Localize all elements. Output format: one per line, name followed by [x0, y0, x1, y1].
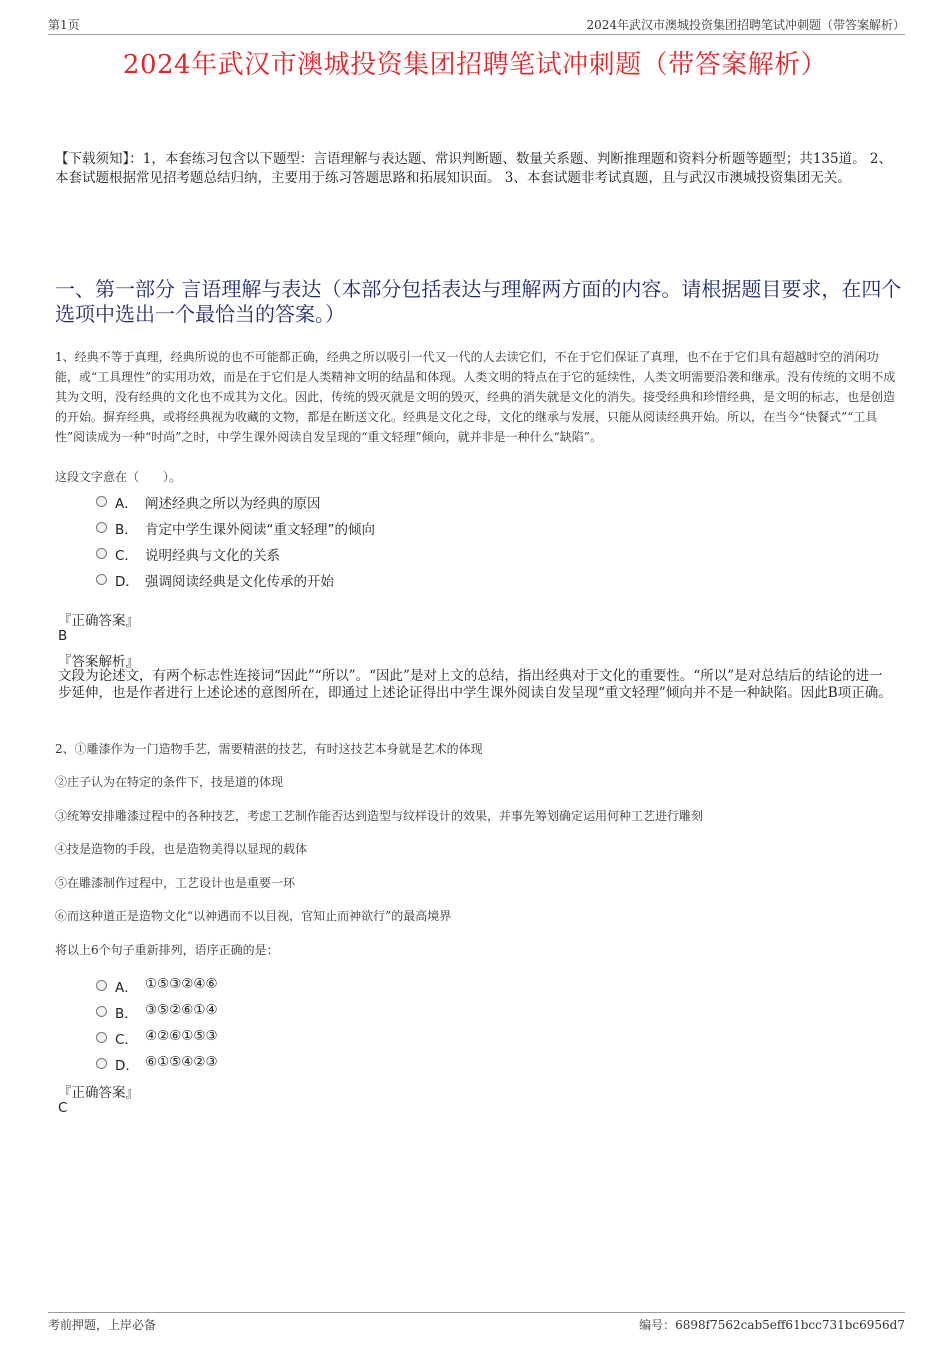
- radio-icon[interactable]: [96, 496, 107, 507]
- footer-slogan: 考前押题，上岸必备: [48, 1318, 157, 1332]
- q1-answer-label: 『正确答案』: [58, 613, 139, 629]
- q2-prompt: 将以上6个句子重新排列，语序正确的是：: [55, 943, 279, 957]
- footer-doc-id: 编号：6898f7562cab5eff61bcc731bc6956d7: [639, 1318, 905, 1332]
- option-text: 阐述经典之所以为经典的原因: [145, 496, 321, 512]
- q2-line-3: ③统筹安排雕漆过程中的各种技艺，考虑工艺制作能否达到造型与纹样设计的效果，并事先筹划确定运用何种工艺进行雕刻: [55, 809, 704, 823]
- radio-icon[interactable]: [96, 548, 107, 559]
- option-letter: A．: [115, 496, 138, 512]
- option-letter: D．: [115, 574, 139, 590]
- section-heading: 一、第一部分 言语理解与表达（本部分包括表达与理解两方面的内容。请根据题目要求，在四个选项中选出一个最恰当的答案。）: [55, 277, 902, 326]
- radio-icon[interactable]: [96, 574, 107, 585]
- option-letter: D．: [115, 1058, 139, 1074]
- q2-answer-label: 『正确答案』: [58, 1085, 139, 1101]
- q1-analysis: 文段为论述文，有两个标志性连接词“因此”“所以”。“因此”是对上文的总结，指出经典对于文化的重要性。“所以”是对总结后的结论的进一步延伸，也是作者进行上述论述的意图所在，即通过上述论证得出中学生课外阅读自发呈现“重文轻理”倾向并不是一种缺陷。因此B项正确。: [58, 668, 892, 701]
- q2-line-6: ⑥而这种道正是造物文化“以神遇而不以目视，官知止而神欲行”的最高境界: [55, 909, 452, 923]
- option-text: ①⑤③②④⑥: [145, 976, 218, 992]
- option-letter: B．: [115, 1006, 138, 1022]
- q2-line-2: ②庄子认为在特定的条件下，技是道的体现: [55, 775, 284, 789]
- q2-line-1: 2、①雕漆作为一门造物手艺，需要精湛的技艺，有时这技艺本身就是艺术的体现: [55, 742, 483, 756]
- option-letter: A．: [115, 980, 138, 996]
- radio-icon[interactable]: [96, 980, 107, 991]
- radio-icon[interactable]: [96, 1032, 107, 1043]
- download-notice: 【下载须知】：1，本套练习包含以下题型：言语理解与表达题、常识判断题、数量关系题、判断推理题和资料分析题等题型；共135道。 2、本套试题根据常见招考题总结归纳，主要用于练习答题思路和拓展知识面。 3、本套试题非考试真题，且与武汉市澳城投资集团无关。: [55, 151, 892, 186]
- q2-line-5: ⑤在雕漆制作过程中，工艺设计也是重要一环: [55, 876, 296, 890]
- option-text: 说明经典与文化的关系: [145, 548, 280, 564]
- q2-line-4: ④技是造物的手段，也是造物美得以显现的载体: [55, 842, 308, 856]
- header-doc-title: 2024年武汉市澳城投资集团招聘笔试冲刺题（带答案解析）: [586, 18, 905, 32]
- option-text: ③⑤②⑥①④: [145, 1002, 218, 1018]
- radio-icon[interactable]: [96, 1058, 107, 1069]
- option-text: 强调阅读经典是文化传承的开始: [145, 574, 334, 590]
- option-text: 肯定中学生课外阅读“重文轻理”的倾向: [145, 522, 375, 538]
- q2-answer: C: [58, 1100, 68, 1116]
- q1-prompt: 这段文字意在（ ）。: [55, 470, 182, 484]
- page-title: 2024年武汉市澳城投资集团招聘笔试冲刺题（带答案解析）: [122, 50, 828, 80]
- radio-icon[interactable]: [96, 522, 107, 533]
- page-header: [48, 14, 905, 35]
- radio-icon[interactable]: [96, 1006, 107, 1017]
- option-letter: C．: [115, 548, 138, 564]
- option-text: ⑥①⑤④②③: [145, 1054, 218, 1070]
- page-number: 第1页: [48, 18, 80, 32]
- option-letter: C．: [115, 1032, 138, 1048]
- option-letter: B．: [115, 522, 138, 538]
- page-footer: [48, 1312, 905, 1333]
- q1-answer: B: [58, 628, 68, 644]
- q1-stem: 1、经典不等于真理，经典所说的也不可能都正确，经典之所以吸引一代又一代的人去读它们，不在于它们保证了真理，也不在于它们具有超越时空的消闲功能，或“工具理性”的实用功效，而是在于它们是人类精神文明的结晶和体现。人类文明的特点在于它的延续性，人类文明需要沿袭和继承。没有传统的文明不成其为文明，没有经典的文化也不成其为文化。因此，传统的毁灭就是文明的毁灭，经典的消失就是文化的消失。接受经典和珍惜经典，是文明的标志，也是创造的开始。摒弃经典，或将经典视为收藏的文物，都是在断送文化。经典是文化之母，文化的继承与发展，只能从阅读经典开始。所以，在当今“快餐式”“工具性”阅读成为一种“时尚”之时，中学生课外阅读自发呈现的“重文轻理”倾向，就并非是一种什么“缺陷”。: [55, 350, 896, 444]
- option-text: ④②⑥①⑤③: [145, 1028, 218, 1044]
- q1-analysis-label: 『答案解析』: [58, 654, 139, 670]
